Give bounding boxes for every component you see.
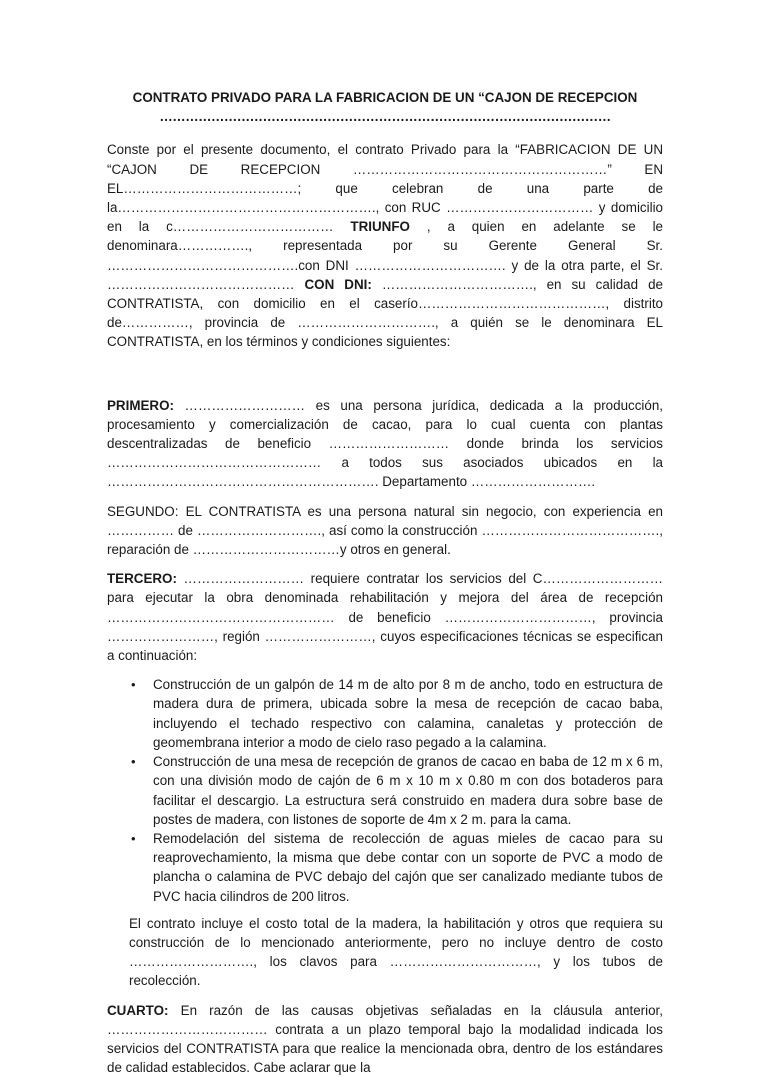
clause-tercero [107,569,663,665]
intro-text-3: ……………………………., en su calidad de CONTRATISTA, con domicilio en el caserío……………………………………, distrito de……………, provincia de …………………………., a quién se le denominara EL CONTRATISTA, en los términos y condiciones siguientes: [107,276,663,350]
list-item [107,829,663,906]
clause-tercero-text: ……………………… requiere contratar los servicios del C……………………… para ejecutar la obra denominada rehabilitación y mejora del área de recepción …………………………………………… de beneficio ……………………………, provincia ……………………, región ……………………, cuyos especificaciones técnicas se especifican a continuación: [107,571,663,664]
clause-cuarto [107,1001,663,1078]
bullet-icon: • [131,754,136,770]
contract-includes-paragraph: El contrato incluye el costo total de la madera, la habilitación y otros que requiera su construcción de lo mencionado anteriormente, pero no incluye dentro de costo ………………………., los clavos para ……………………………, y los tubos de recolección. [129,915,663,989]
contract-document [107,88,663,1087]
clause-segundo-text: EL CONTRATISTA es una persona natural sin negocio, con experiencia en …………… de ………………………., así como la construcción …………………………………., reparación de ……………………………y otros en general. [107,503,663,558]
clause-primero-label: PRIMERO: [107,397,174,413]
clause-segundo-label: SEGUNDO: [107,503,179,519]
intro-text-2: , a quien en adelante se le denominara……………., representada por su Gerente General Sr. …………………………………….con DNI ……………………………. y de la otra parte, el Sr. …………………………………… [107,219,663,292]
clause-tercero-label: TERCERO: [107,571,177,587]
list-item [107,752,663,829]
clause-segundo [107,502,663,560]
list-item [107,675,663,752]
document-title-dots: …………………………………………………………………………………………… [159,109,611,125]
specifications-list [107,675,663,905]
spec-text: Construcción de un galpón de 14 m de alto por 8 m de ancho, todo en estructura de madera dura de primera, ubicada sobre la mesa de recepción de cacao baba, incluyendo el techado respectivo con calamina, canaletas y protección de geomembrana interior a modo de cielo raso pegado a la calamina. [153,677,663,750]
bullet-icon: • [131,677,136,693]
clause-primero-text: ……………………… es una persona jurídica, dedicada a la producción, procesamiento y comercialización de cacao, para lo cual cuenta con plantas descentralizadas de beneficio ……………………… donde brinda los servicios ………………………………………… a todos sus asociados ubicados en la ……………………………………………………. Departamento ………………………. [107,397,663,490]
document-title: CONTRATO PRIVADO PARA LA FABRICACION DE UN “CAJON DE RECEPCION [132,90,638,105]
intro-paragraph [107,140,663,351]
spec-text: Construcción de una mesa de recepción de granos de cacao en baba de 12 m x 6 m, con una división modo de cajón de 6 m x 10 m x 0.80 m con dos botaderos para facilitar el descargio. La estructura será construido en madera dura sobre base de postes de madera, con listones de soporte de 4m x 2 m. para la cama. [153,754,663,827]
clause-primero [107,396,663,492]
clause-cuarto-text: En razón de las causas objetivas señaladas en la cláusula anterior, ……………………………… contrata a un plazo temporal bajo la modalidad indicada los servicios del CONTRATISTA para que realice la mencionada obra, dentro de los estándares de calidad establecidos. Cabe aclarar que la [107,1002,663,1076]
bullet-icon: • [131,830,136,846]
intro-bold-1: TRIUNFO [350,219,410,235]
intro-bold-2: CON DNI: [304,276,372,292]
spec-text: Remodelación del sistema de recolección de aguas mieles de cacao para su reaprovechamiento, la misma que debe contar con un soporte de PVC a modo de plancha o calamina de PVC debajo del cajón que ser canalizado mediante tubos de PVC hacia cilindros de 200 litros. [153,830,663,904]
intro-text-1: Conste por el presente documento, el contrato Privado para la “FABRICACION DE UN “CAJON DE RECEPCION …………………………………………………” EN EL…………………………………; que celebran de una parte de la…………………………………………………., con RUC …………………………… y domicilio en la c……………………………… [107,142,663,235]
clause-cuarto-label: CUARTO: [107,1002,169,1018]
